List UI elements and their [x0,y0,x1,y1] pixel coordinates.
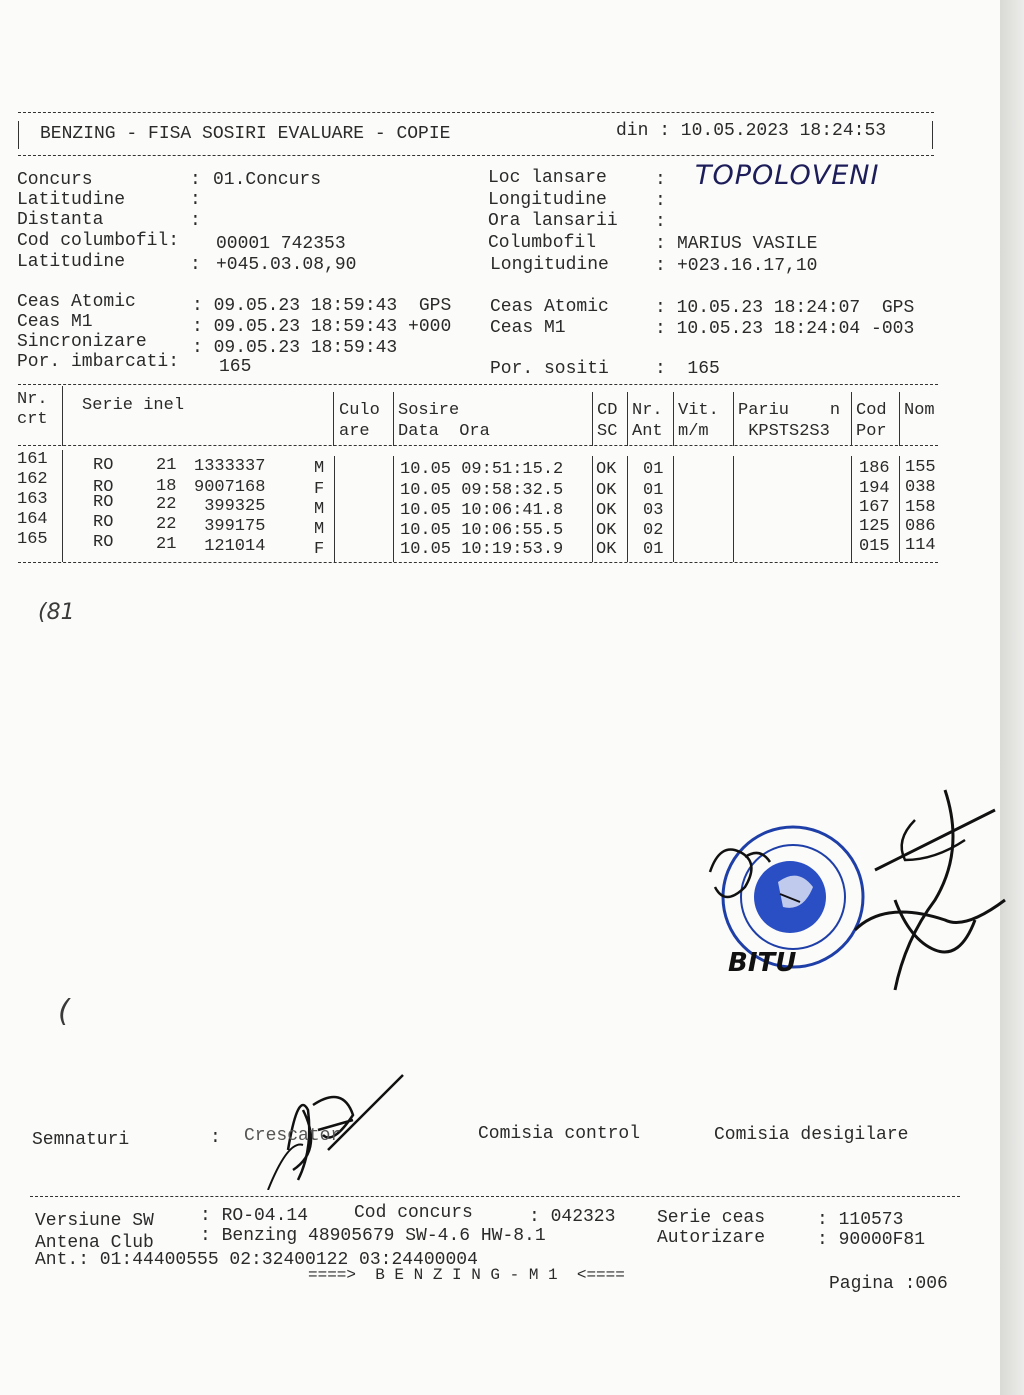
col-divider [333,392,334,446]
row-cd: OK [596,540,617,559]
th-cd: CD [597,401,618,420]
row-code: 194 [859,479,890,498]
row-year: 18 [156,477,177,496]
atomic-clock-label: Ceas Atomic [17,292,136,312]
row-ring: 399325 [194,497,266,516]
th-nom: Nom [904,401,935,420]
th-bet-codes: KPSTS2S3 [738,422,830,441]
latitude-label-1: Latitudine [17,190,126,210]
embarked-value: 165 [219,357,252,377]
longitude-sep-2: : [655,256,666,276]
row-nr: 161 [17,450,48,469]
atomic-clock-start: : 09.05.23 18:59:43 GPS [192,296,452,316]
row-nom: 114 [905,536,936,555]
row-code: 125 [859,517,890,536]
row-ant: 02 [643,521,664,540]
th-nr: Nr. [17,390,48,409]
row-country: RO [93,478,114,497]
latitude-value: +045.03.08,90 [216,255,357,275]
th-arrival: Sosire [398,401,460,420]
m1-clock-end: : 10.05.23 18:24:04 -003 [655,319,915,339]
signatures-label: Semnaturi [32,1130,130,1150]
col-divider [673,456,674,562]
row-nom: 086 [905,517,936,536]
row-nom: 158 [905,498,936,517]
distance-label: Distanta [17,210,104,230]
antenna-line: Ant.: 01:44400555 02:32400122 03:24400004 [35,1250,478,1270]
row-cd: OK [596,501,617,520]
col-divider [733,392,734,446]
concurs-sep: : [190,170,201,190]
row-country: RO [93,456,114,475]
row-datetime: 10.05 10:06:55.5 [400,521,564,540]
fancier-code-value: 00001 742353 [216,234,346,254]
th-code: Cod [856,401,887,420]
sync-label: Sincronizare [17,332,147,352]
footer-rule [30,1196,960,1197]
th-bet: Pariu n [738,401,841,420]
col-divider [62,450,63,562]
authorization-value: : 90000F81 [817,1230,926,1250]
sw-version-value: : RO-04.14 [200,1206,309,1226]
concurs-label: Concurs [17,170,93,190]
longitude-value: +023.16.17,10 [677,256,818,276]
row-cd: OK [596,521,617,540]
club-antenna-label: Antena Club [35,1233,154,1253]
race-code-label: Cod concurs [354,1203,473,1223]
row-ant: 01 [643,460,664,479]
row-nr: 163 [17,490,48,509]
distance-sep: : [190,211,201,231]
th-date-time: Data Ora [398,422,490,441]
row-country: RO [93,533,114,552]
col-divider [627,456,628,562]
latitude-sep-1: : [190,190,201,210]
sync-value: : 09.05.23 18:59:43 [192,338,398,358]
row-sex: M [314,520,325,539]
fancier-sep: : [655,234,666,254]
table-top-rule [18,384,938,385]
clock-serial-value: : 110573 [817,1210,904,1230]
longitude-label-1: Longitudine [488,190,607,210]
handwritten-note: (81 [38,600,75,625]
th-ant-nr: Nr. [632,401,663,420]
col-divider [62,386,63,446]
th-pos: Por [856,422,887,441]
row-year: 21 [156,456,177,475]
race-code-value: : 042323 [529,1207,616,1227]
col-divider [899,456,900,562]
row-sex: M [314,500,325,519]
atomic-clock-end: : 10.05.23 18:24:07 GPS [655,298,915,318]
th-sc: SC [597,422,618,441]
row-nom: 038 [905,478,936,497]
col-divider [851,456,852,562]
arrived-label: Por. sositi [490,359,609,379]
breeder-label: Crescator [244,1126,342,1146]
col-divider [851,392,852,446]
row-code: 167 [859,498,890,517]
row-sex: F [314,540,325,559]
row-datetime: 10.05 10:06:41.8 [400,501,564,520]
signature-ink-icon [700,832,780,902]
th-ring-series: Serie inel [82,396,185,415]
authorization-label: Autorizare [657,1228,766,1248]
fancier-code-label: Cod columbofil: [17,231,180,251]
row-nr: 165 [17,530,48,549]
row-country: RO [93,493,114,512]
row-ring: 121014 [194,537,266,556]
release-place-sep: : [655,170,666,190]
m1-clock-end-label: Ceas M1 [490,318,566,338]
page-number: Pagina :006 [829,1274,948,1294]
row-code: 015 [859,537,890,556]
col-divider [393,392,394,446]
longitude-label-2: Longitudine [490,255,609,275]
row-cd: OK [596,460,617,479]
club-antenna-value: : Benzing 48905679 SW-4.6 HW-8.1 [200,1226,546,1246]
row-country: RO [93,513,114,532]
latitude-sep-2: : [190,255,201,275]
th-color-bot: are [339,422,370,441]
col-divider [899,392,900,446]
brand-line: ====> B E N Z I N G - M 1 <==== [308,1266,625,1284]
handwritten-mark: ( [58,994,70,1029]
row-ring: 399175 [194,517,266,536]
m1-clock-label: Ceas M1 [17,312,93,332]
header-left-bar [18,121,19,149]
row-datetime: 10.05 10:19:53.9 [400,540,564,559]
latitude-label-2: Latitudine [17,252,126,272]
arrived-value: : 165 [655,359,720,379]
row-nr: 164 [17,510,48,529]
row-year: 22 [156,495,177,514]
col-divider [627,392,628,446]
row-year: 22 [156,515,177,534]
col-divider [592,392,593,446]
handwritten-location: TOPOLOVENI [695,160,880,191]
row-datetime: 10.05 09:51:15.2 [400,460,564,479]
sw-version-label: Versiune SW [35,1211,154,1231]
release-time-sep: : [655,212,666,232]
row-sex: F [314,480,325,499]
atomic-clock-end-label: Ceas Atomic [490,297,609,317]
control-committee-label: Comisia control [478,1124,641,1144]
col-divider [733,456,734,562]
release-place-label: Loc lansare [488,168,607,188]
signature-committee-icon [835,780,1010,1020]
row-ant: 01 [643,481,664,500]
table-header-rule [18,445,938,446]
longitude-sep-1: : [655,191,666,211]
row-nr: 162 [17,470,48,489]
report-title: BENZING - FISA SOSIRI EVALUARE - COPIE [40,124,451,144]
row-sex: M [314,459,325,478]
unseal-committee-label: Comisia desigilare [714,1125,909,1145]
th-speed-unit: m/m [678,422,709,441]
m1-clock-start: : 09.05.23 18:59:43 +000 [192,317,452,337]
col-divider [393,456,394,562]
signatures-sep: : [210,1128,221,1148]
handwritten-initials: BITU [728,948,797,978]
col-divider [334,456,335,562]
row-datetime: 10.05 09:58:32.5 [400,481,564,500]
row-ant: 03 [643,501,664,520]
row-cd: OK [596,481,617,500]
th-color-top: Culo [339,401,380,420]
fancier-label: Columbofil [488,233,597,253]
header-right-bar [932,121,933,149]
th-ant: Ant [632,422,663,441]
release-time-label: Ora lansarii [488,211,618,231]
table-bottom-rule [18,562,938,563]
page-edge [1000,0,1024,1395]
row-nom: 155 [905,458,936,477]
row-year: 21 [156,535,177,554]
row-code: 186 [859,459,890,478]
fancier-name: MARIUS VASILE [677,234,818,254]
col-divider [592,456,593,562]
concurs-value: 01.Concurs [213,170,322,190]
th-crt: crt [17,410,48,429]
report-date: din : 10.05.2023 18:24:53 [616,121,887,141]
embarked-label: Por. imbarcati: [17,352,180,372]
row-ring: 1333337 [194,457,266,476]
clock-serial-label: Serie ceas [657,1208,766,1228]
col-divider [673,392,674,446]
row-ant: 01 [643,540,664,559]
row-ring: 9007168 [194,478,266,497]
th-speed: Vit. [678,401,719,420]
